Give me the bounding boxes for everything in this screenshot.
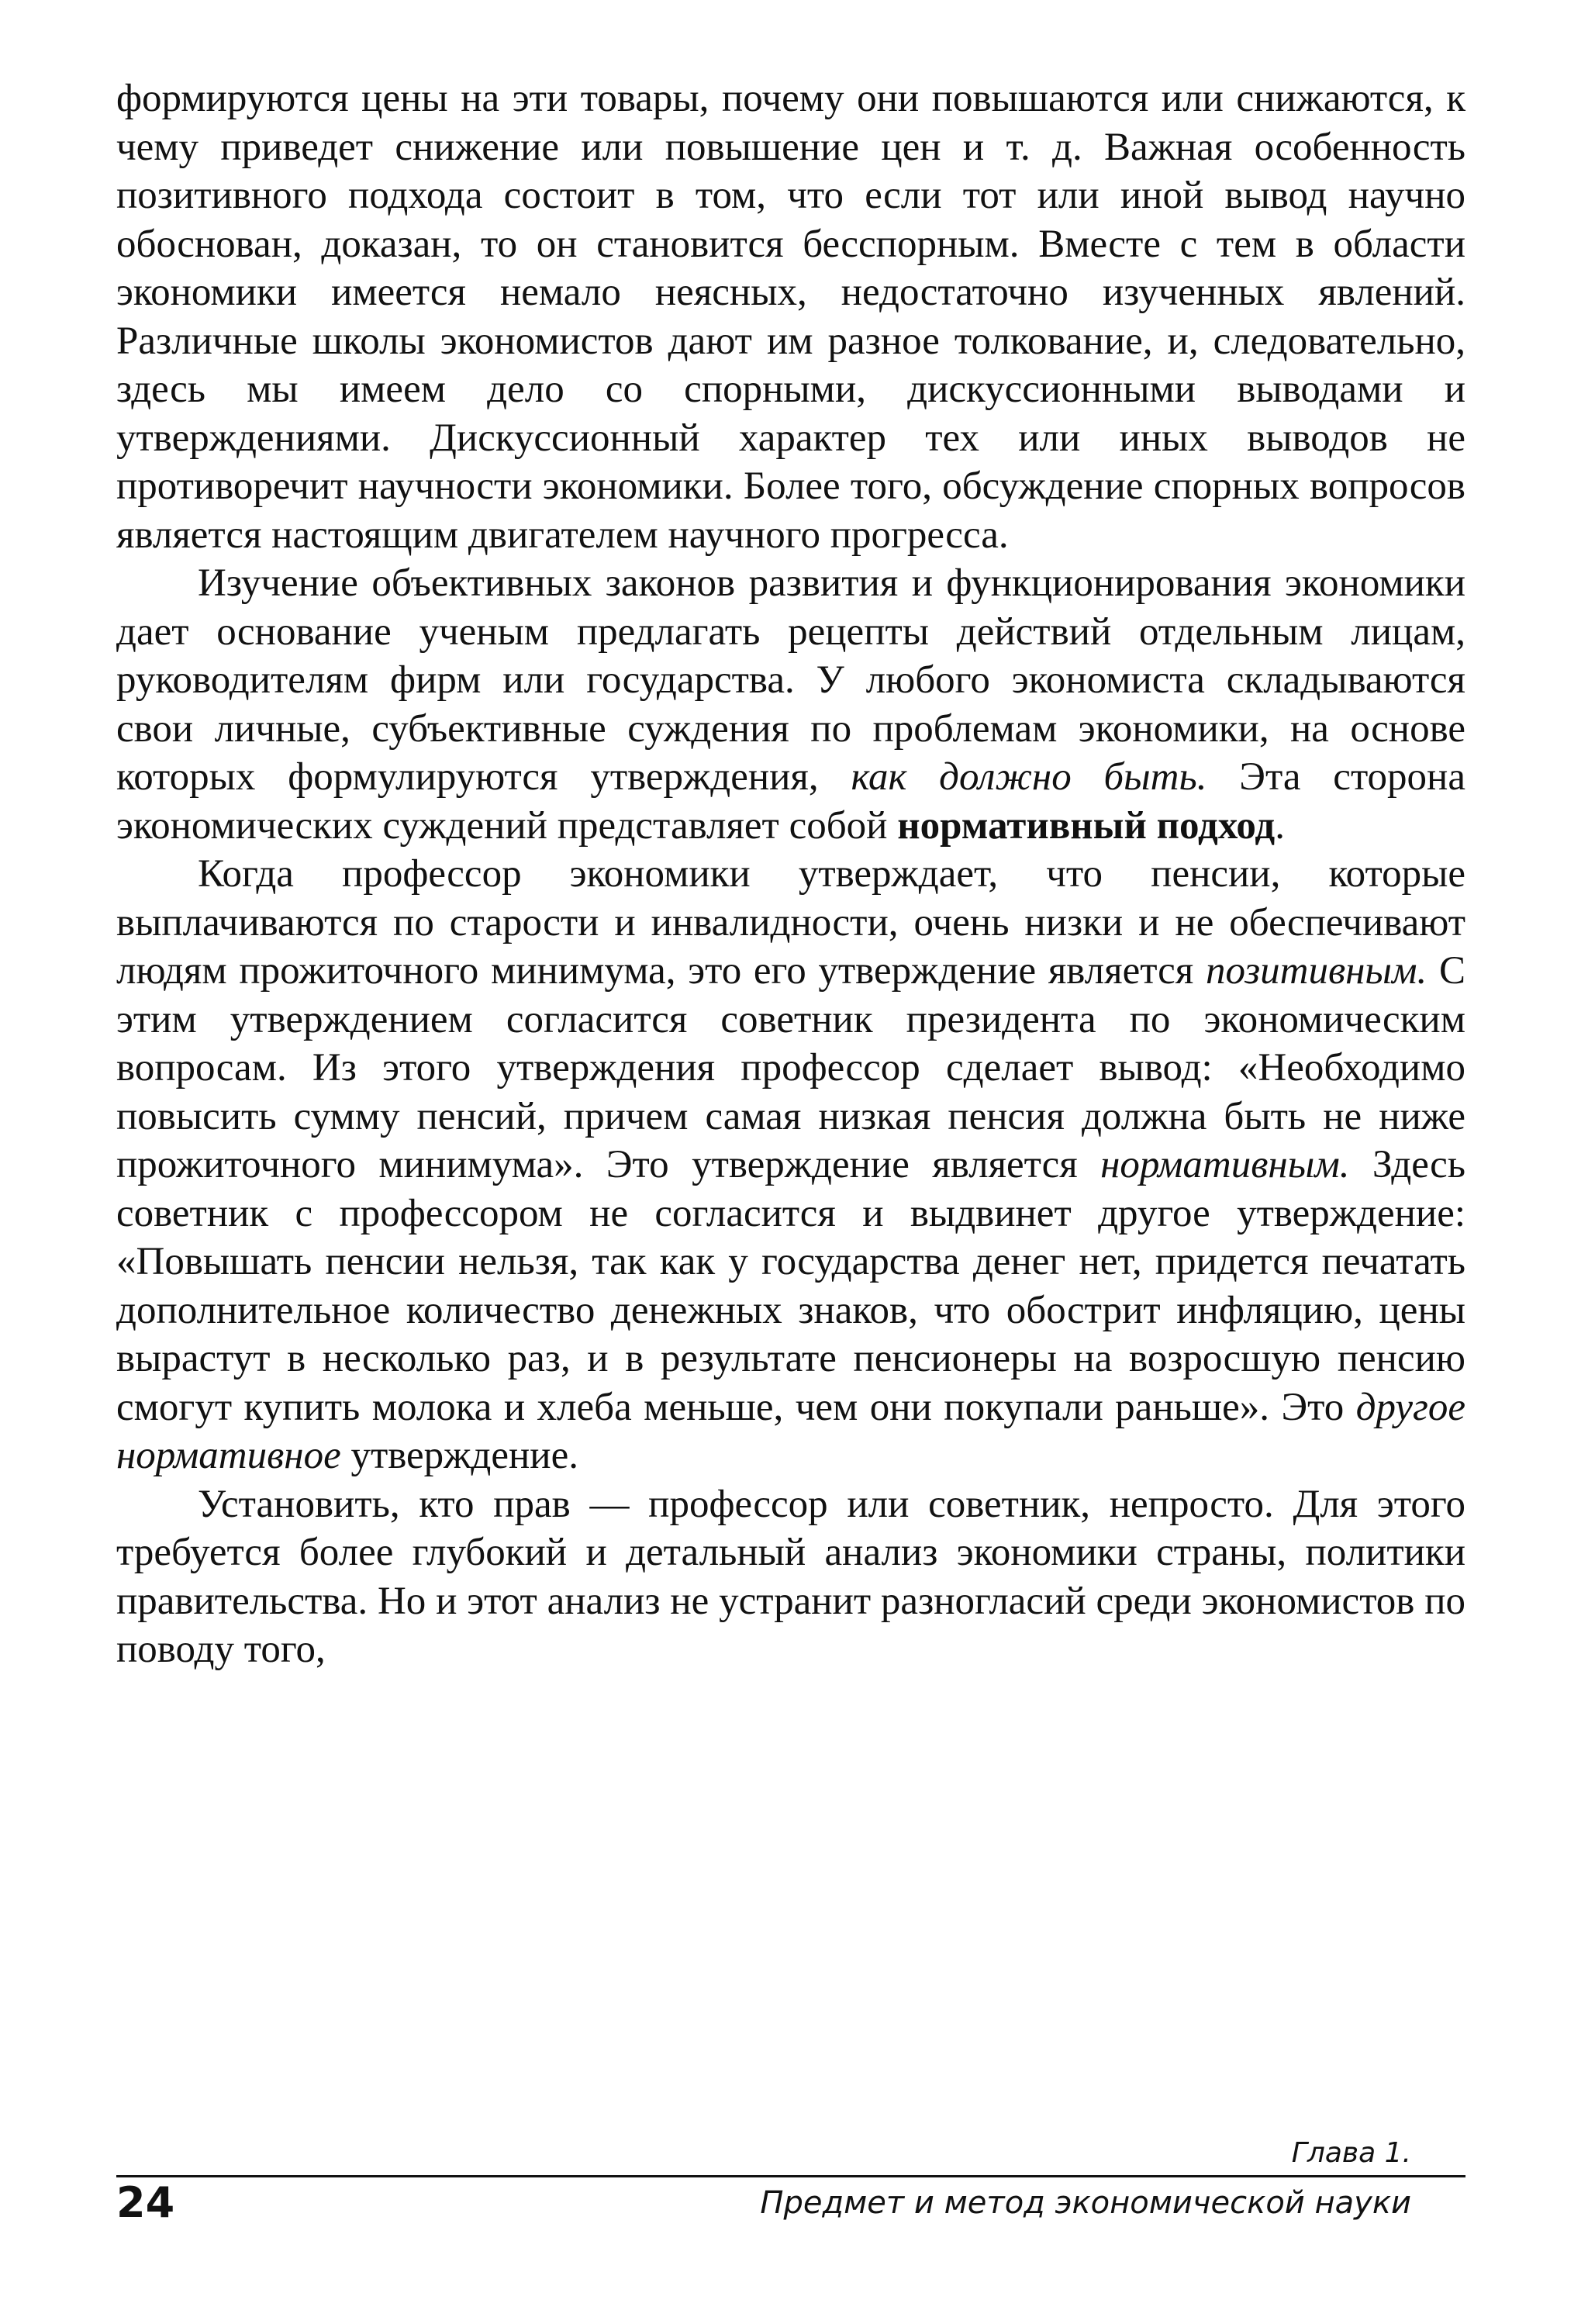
page-footer xyxy=(116,2136,1465,2229)
footer-chapter-title: Предмет и метод экономической науки xyxy=(760,2185,1411,2221)
paragraph-2 xyxy=(116,559,1465,850)
paragraph-3-italic-positive: позитивным. xyxy=(1205,949,1427,993)
paragraph-3-text-d: утверждение. xyxy=(340,1434,578,1477)
paragraph-3-text-a: Когда профессор экономики утверждает, что пенсии, которые выплачиваются по старости и инвалидности, очень низки и не обеспечивают людям прожиточного минимума, это его утверждение является xyxy=(116,852,1465,993)
term-normative-approach: нормативный подход xyxy=(897,803,1276,848)
paragraph-3-text-b: С этим утверждением согласится советник президента по экономическим вопросам. Из этого утверждения профессор сделает вывод: «Необходимо повысить сумму пенсий, причем самая низкая пенсия должна быть не ниже прожиточного минимума». Это утверждение является xyxy=(116,949,1465,1186)
paragraph-2-text-b: Эта сторона экономических суждений представляет собой xyxy=(116,755,1465,848)
paragraph-3-text-c: Здесь советник с профессором не согласится и выдвинет другое утверждение: «Повышать пенсии нельзя, так как у государства денег нет, придется печатать дополнительное количество денежных знаков, что обострит инфляцию, цены вырастут в несколько раз, и в результате пенсионеры на возросшую пенсию смогут купить молока и хлеба меньше, чем они покупали раньше». Это xyxy=(116,1143,1466,1429)
paragraph-3 xyxy=(116,850,1465,1480)
footer-divider xyxy=(116,2175,1465,2177)
paragraph-4 xyxy=(116,1480,1465,1674)
page-body xyxy=(116,74,1465,1674)
footer-chapter-label: Глава 1. xyxy=(1291,2137,1411,2169)
paragraph-1-text: формируются цены на эти товары, почему они повышаются или снижаются, к чему приведет снижение или повышение цен и т. д. Важная особенность позитивного подхода состоит в том, что если тот или иной вывод научно обоснован, доказан, то он становится бесспорным. Вместе с тем в области экономики имеется немало неясных, недостаточно изученных явлений. Различные школы экономистов дают им разное толкование, и, следовательно, здесь мы имеем дело со спорными, дискуссионными выводами и утверждениями. Дискуссионный характер тех или иных выводов не противоречит научности экономики. Более того, обсуждение спорных вопросов является настоящим двигателем научного прогресса. xyxy=(116,77,1465,557)
paragraph-3-italic-other-normative: другое нормативное xyxy=(116,1385,1465,1477)
paragraph-2-italic-phrase: как должно быть. xyxy=(851,755,1207,799)
paragraph-1 xyxy=(116,74,1465,559)
paragraph-2-text-a: Изучение объективных законов развития и функционирования экономики дает основание ученым предлагать рецепты действий отдельным лицам, руководителям фирм или государства. У любого экономиста складываются свои личные, субъективные суждения по проблемам экономики, на основе которых формулируются утверждения, xyxy=(116,561,1465,799)
paragraph-2-text-c: . xyxy=(1275,803,1285,848)
page-number: 24 xyxy=(116,2178,175,2227)
paragraph-4-text: Установить, кто прав — профессор или советник, непросто. Для этого требуется более глубокий и детальный анализ экономики страны, политики правительства. Но и этот анализ не устранит разногласий среди экономистов по поводу того, xyxy=(116,1482,1465,1671)
paragraph-3-italic-normative: нормативным. xyxy=(1100,1143,1350,1186)
